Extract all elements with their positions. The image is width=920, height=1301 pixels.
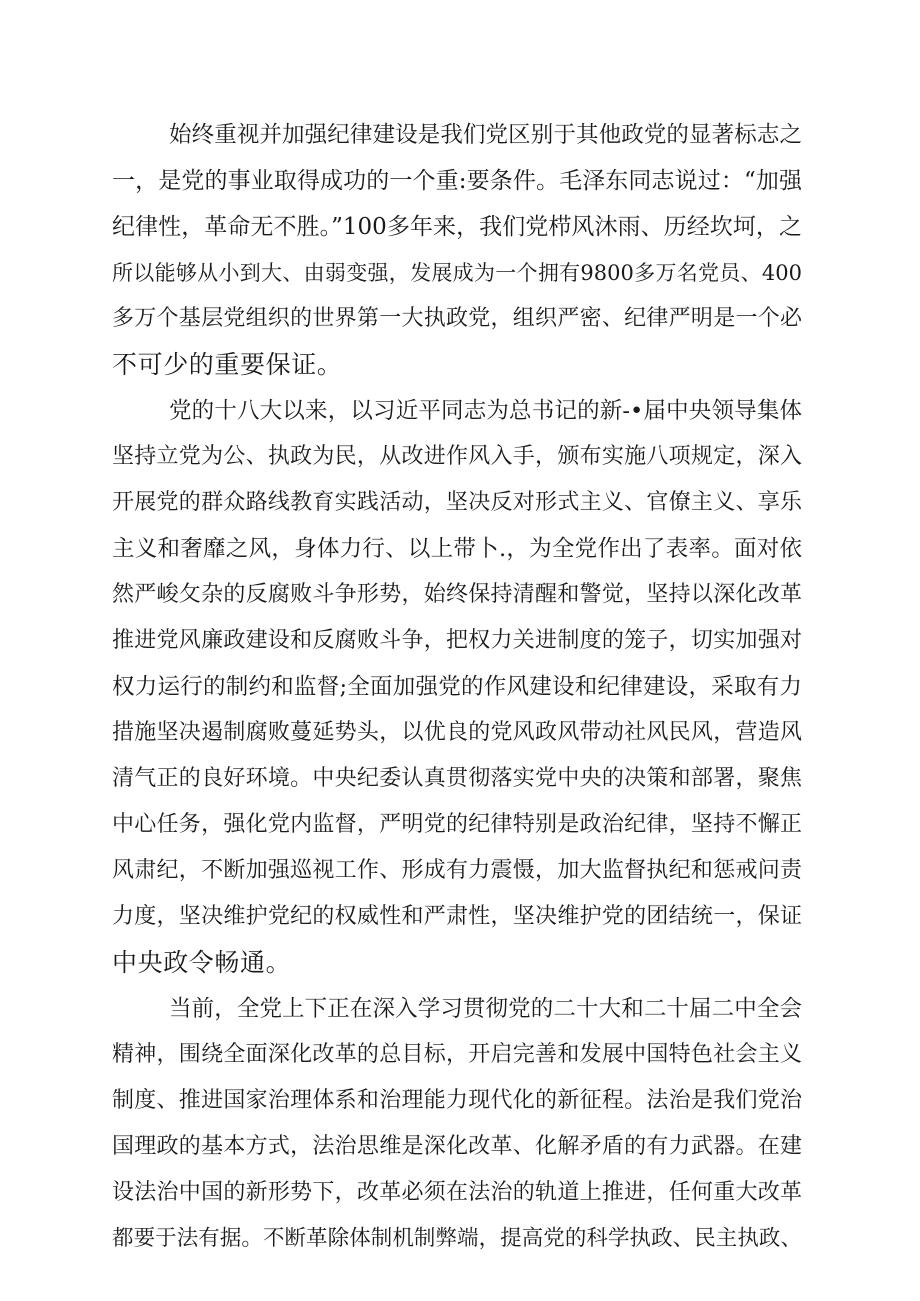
paragraph-line: 推进党风廉政建设和反腐败斗争，把权力关进制度的笼子，切实加强对	[112, 628, 802, 653]
paragraph-1	[112, 112, 802, 388]
paragraph-line: 然严峻攵杂的反腐败斗争形势，始终保持清醒和警觉，坚持以深化改革	[112, 582, 802, 607]
paragraph-line: 国理政的基本方式，法治思维是深化改革、化解矛盾的有力武器。在建	[112, 1134, 802, 1159]
paragraph-line: 清气正的良好环境。中央纪委认真贯彻落实党中央的决策和部署，聚焦	[112, 766, 802, 791]
paragraph-3	[112, 986, 802, 1262]
paragraph-line: 党的十八大以来，以习近平同志为总书记的新-•届中央领导集体	[169, 398, 802, 424]
paragraph-line: 制度、推进国家治理体系和治理能力现代化的新征程。法治是我们党治	[112, 1088, 802, 1113]
paragraph-2	[112, 388, 802, 986]
paragraph-line: 力度，坚决维护党纪的权威性和严肃性，坚决维护党的团结统一，保证	[112, 904, 802, 929]
paragraph-line: 都要于法有据。不断革除体制机制弊端，提高党的科学执政、民主执政、	[112, 1226, 802, 1251]
paragraph-line: 设法治中国的新形势下，改革必须在法治的轨道上推进，任何重大改革	[112, 1180, 802, 1205]
paragraph-line: 风肃纪，不断加强巡视工作、形成有力震慑，加大监督执纪和惩戒问责	[112, 858, 802, 883]
paragraph-line: 坚持立党为公、执政为民，从改进作风入手，颁布实施八项规定，深入	[112, 444, 802, 469]
paragraph-line: 开展党的群众路线教育实践活动，坚决反对形式主义、官僚主义、享乐	[112, 490, 802, 515]
paragraph-line: 不可少的重要保证。	[112, 350, 343, 379]
paragraph-line: 当前，全党上下正在深入学习贯彻党的二十大和二十届二中全会	[169, 996, 802, 1022]
paragraph-line: 精神，围绕全面深化改革的总目标，开启完善和发展中国特色社会主义	[112, 1042, 802, 1067]
paragraph-line: 始终重视并加强纪律建设是我们党区别于其他政党的显著标志之	[169, 122, 802, 148]
paragraph-line: 多万个基层党组织的世界第一大执政党，组织严密、纪律严明是一个必	[112, 306, 802, 331]
paragraph-line: 中央政令畅通。	[112, 948, 292, 977]
paragraph-line: 所以能够从小到大、由弱变强，发展成为一个拥有9800多万名党员、400	[112, 261, 802, 285]
paragraph-line: 措施坚决遏制腐败蔓延势头，以优良的党风政风带动社风民风，营造风	[112, 720, 802, 745]
paragraph-line: 权力运行的制约和监督;全面加强党的作风建设和纪律建设，采取有力	[112, 674, 802, 700]
paragraph-line: 纪律性，革命无不胜。”100多年来，我们党栉风沐雨、历经坎坷，之	[112, 214, 802, 240]
paragraph-line: 主义和奢靡之风，身体力行、以上带卜.，为全党作出了表率。面对依	[112, 536, 802, 562]
document-body	[112, 112, 802, 1262]
paragraph-line: 一，是党的事业取得成功的一个重:要条件。毛泽东同志说过：“加强	[112, 168, 802, 194]
paragraph-line: 中心任务，强化党内监督，严明党的纪律特别是政治纪律，坚持不懈正	[112, 812, 802, 837]
